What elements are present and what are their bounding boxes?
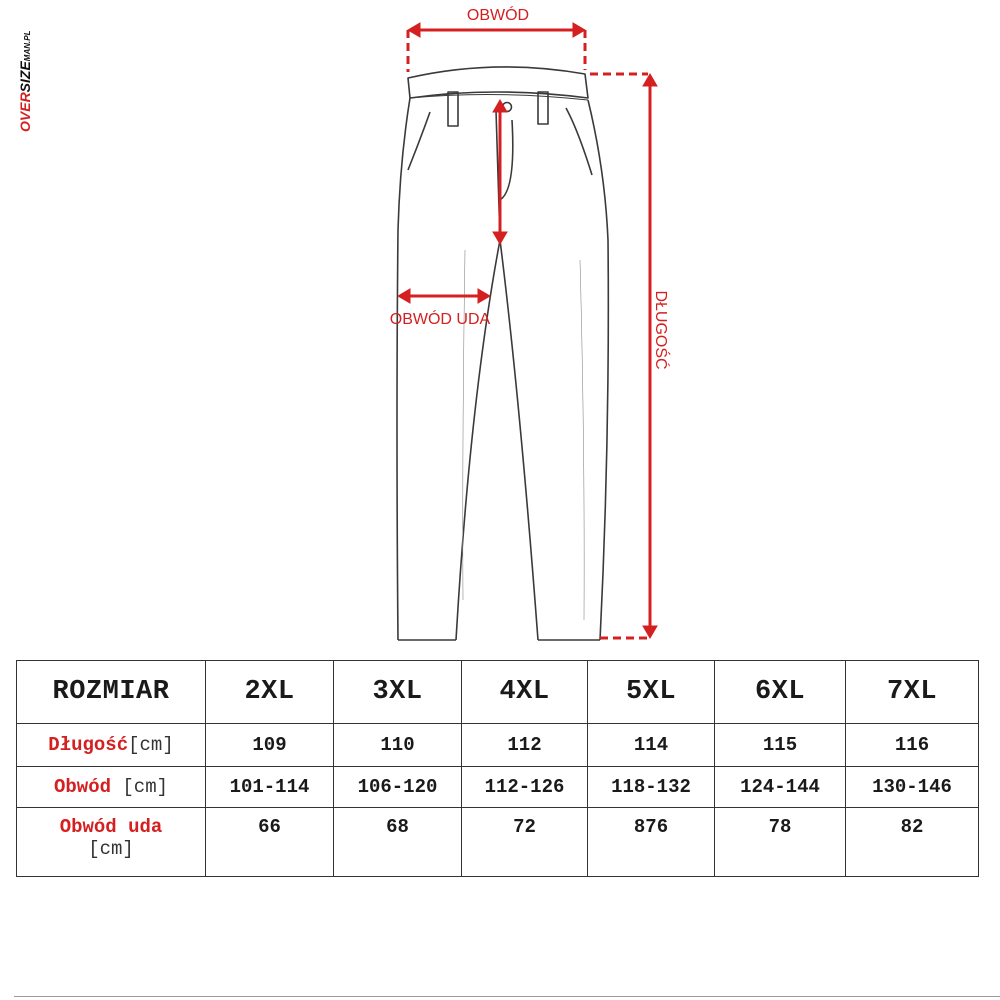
measure-markers: [398, 23, 657, 638]
table-cell: 124-144: [715, 767, 846, 808]
row-label-name: Obwód uda: [59, 816, 163, 838]
table-cell: 112-126: [462, 767, 588, 808]
table-row: [17, 724, 979, 767]
table-cell: 115: [715, 724, 846, 767]
row-label-unit: [cm]: [122, 776, 169, 798]
table-cell: 68: [334, 808, 462, 877]
table-cell: 110: [334, 724, 462, 767]
row-label-unit: [cm]: [128, 734, 174, 756]
size-col-header: 4XL: [462, 661, 588, 724]
table-cell: 130-146: [846, 767, 979, 808]
table-header-row: [17, 661, 979, 724]
size-table: [16, 660, 979, 877]
table-cell: 876: [588, 808, 715, 877]
table-row: [17, 767, 979, 808]
size-col-header: 5XL: [588, 661, 715, 724]
row-label: [17, 808, 206, 877]
bottom-divider: [14, 996, 1000, 997]
size-col-header: 2XL: [206, 661, 334, 724]
size-col-header: 6XL: [715, 661, 846, 724]
waist-label: OBWÓD: [466, 7, 530, 24]
thigh-label: OBWÓD UDA: [389, 311, 491, 328]
table-cell: 78: [715, 808, 846, 877]
table-cell: 82: [846, 808, 979, 877]
row-label: [17, 724, 206, 767]
table-cell: 118-132: [588, 767, 715, 808]
row-label-name: Długość: [48, 734, 129, 756]
size-col-header: 7XL: [846, 661, 979, 724]
row-label-unit: [cm]: [88, 838, 134, 860]
trousers-outline: [397, 67, 608, 640]
table-cell: 72: [462, 808, 588, 877]
table-cell: 66: [206, 808, 334, 877]
table-cell: 109: [206, 724, 334, 767]
table-cell: 112: [462, 724, 588, 767]
table-cell: 101-114: [206, 767, 334, 808]
length-label: DŁUGOŚĆ: [652, 290, 669, 370]
svg-text:OVERSIZEMAN.PL: OVERSIZEMAN.PL: [17, 30, 33, 132]
size-header-label: ROZMIAR: [17, 661, 206, 724]
table-cell: 114: [588, 724, 715, 767]
table-cell: 116: [846, 724, 979, 767]
table-row: [17, 808, 979, 877]
size-col-header: 3XL: [334, 661, 462, 724]
row-label-name: Obwód: [53, 776, 111, 798]
table-cell: 106-120: [334, 767, 462, 808]
row-label: [17, 767, 206, 808]
